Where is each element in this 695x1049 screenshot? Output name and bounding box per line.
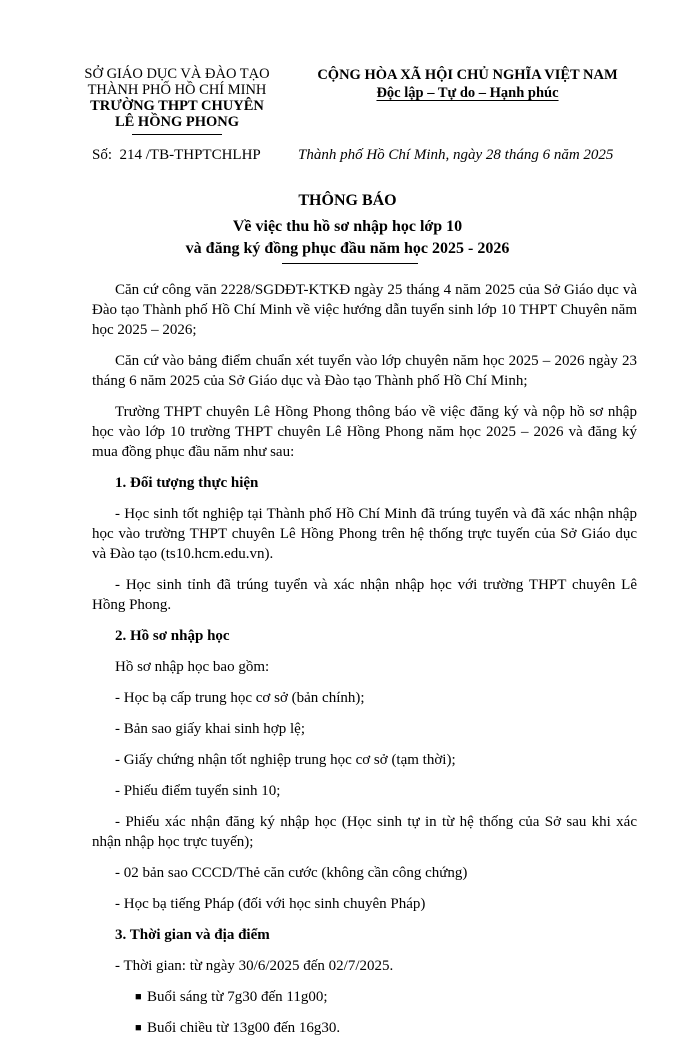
section-1-item-1: - Học sinh tốt nghiệp tại Thành phố Hồ Chí Minh đã trúng tuyển và đã xác nhận nhập học vào trường THPT chuyên Lê Hồng Phong trên hệ thống trực tuyến của Sở Giáo dục và Đào tạo (ts10.hcm.edu.vn).: [92, 506, 637, 562]
department-name-line1: SỞ GIÁO DỤC VÀ ĐÀO TẠO: [84, 66, 270, 82]
document-subtitle-line2: và đăng ký đồng phục đầu năm học 2025 - 2026: [185, 240, 510, 257]
document-body: [92, 280, 637, 1049]
title-divider: [282, 263, 418, 264]
nation-name: CỘNG HÒA XÃ HỘI CHỦ NGHĨA VIỆT NAM: [317, 67, 618, 83]
schedule-item: [135, 1018, 637, 1038]
square-bullet-icon: ■: [135, 991, 142, 1003]
document-list-item: - Học bạ tiếng Pháp (đối với học sinh chuyên Pháp): [115, 896, 426, 912]
schedule-item: [135, 987, 637, 1007]
document-list-item: - Bản sao giấy khai sinh hợp lệ;: [115, 721, 305, 737]
section-3-heading: 3. Thời gian và địa điểm: [115, 927, 270, 943]
school-name-line1: TRƯỜNG THPT CHUYÊN: [90, 98, 264, 114]
square-bullet-icon: ■: [135, 1022, 142, 1034]
issuer-block: [72, 66, 282, 135]
legal-basis-paragraph-2: Căn cứ vào bảng điểm chuẩn xét tuyển vào lớp chuyên năm học 2025 – 2026 ngày 23 tháng 6 năm 2025 của Sở Giáo dục và Đào tạo Thành phố Hồ Chí Minh;: [92, 353, 637, 389]
announcement-paragraph: Trường THPT chuyên Lê Hồng Phong thông báo về việc đăng ký và nộp hồ sơ nhập học vào lớp 10 trường THPT chuyên Lê Hồng Phong năm học 2025 – 2026 và đăng ký mua đồng phục đầu năm như sau:: [92, 404, 637, 460]
section-1-heading: 1. Đối tượng thực hiện: [115, 475, 259, 491]
issuer-divider: [132, 134, 222, 135]
school-name-line2: LÊ HỒNG PHONG: [114, 114, 240, 130]
section-1-item-2: - Học sinh tỉnh đã trúng tuyển và xác nhận nhập học với trường THPT chuyên Lê Hồng Phong.: [92, 577, 637, 613]
section-2-heading: 2. Hồ sơ nhập học: [115, 628, 230, 644]
ref-prefix: Số:: [92, 147, 113, 163]
document-list-item: - 02 bản sao CCCD/Thẻ căn cước (không cần công chứng): [115, 865, 468, 881]
document-subtitle-line1: Về việc thu hồ sơ nhập học lớp 10: [232, 218, 463, 235]
issue-date: Thành phố Hồ Chí Minh, ngày 28 tháng 6 năm 2025: [298, 147, 614, 163]
section-3-time: - Thời gian: từ ngày 30/6/2025 đến 02/7/2025.: [115, 958, 394, 974]
document-list-item: - Phiếu điểm tuyển sinh 10;: [115, 783, 281, 799]
national-header: [300, 66, 635, 102]
document-list-item: - Giấy chứng nhận tốt nghiệp trung học cơ sở (tạm thời);: [115, 752, 456, 768]
section-2-intro: Hồ sơ nhập học bao gồm:: [115, 659, 270, 675]
ref-suffix: /TB-THPTCHLHP: [145, 147, 261, 163]
document-title: THÔNG BÁO: [298, 192, 397, 209]
schedule-text: Buổi chiều từ 13g00 đến 16g30.: [147, 1020, 341, 1036]
department-name-line2: THÀNH PHỐ HỒ CHÍ MINH: [87, 82, 267, 98]
ref-number: 214: [119, 147, 143, 163]
national-motto: Độc lập – Tự do – Hạnh phúc: [376, 85, 559, 101]
document-number: [92, 147, 261, 164]
schedule-text: Buổi sáng từ 7g30 đến 11g00;: [147, 989, 328, 1005]
document-list-item: - Phiếu xác nhận đăng ký nhập học (Học sinh tự in từ hệ thống của Sở sau khi xác nhận nhập học trực tuyến);: [92, 814, 637, 850]
legal-basis-paragraph-1: Căn cứ công văn 2228/SGDĐT-KTKĐ ngày 25 tháng 4 năm 2025 của Sở Giáo dục và Đào tạo Thành phố Hồ Chí Minh về việc hướng dẫn tuyển sinh lớp 10 THPT Chuyên năm học 2025 – 2026;: [92, 282, 637, 338]
document-list-item: - Học bạ cấp trung học cơ sở (bản chính);: [115, 690, 365, 706]
